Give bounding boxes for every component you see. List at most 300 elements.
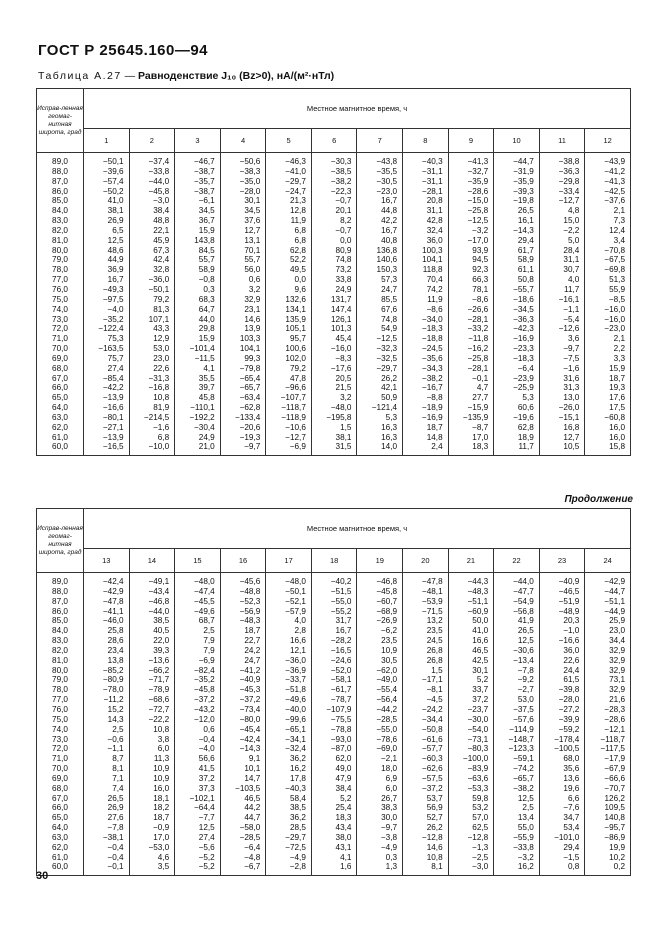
value-cell: 50,0 — [448, 616, 494, 626]
value-cell: −48,3 — [220, 616, 266, 626]
value-cell: −47,8 — [403, 573, 449, 587]
value-cell: −48,9 — [539, 607, 585, 617]
data-table-hours-13-24 — [36, 508, 631, 876]
latitude-cell: 85,0 — [37, 616, 84, 626]
value-cell: −22,3 — [311, 187, 357, 197]
value-cell: −10,6 — [266, 423, 312, 433]
value-cell: −3,8 — [357, 833, 403, 843]
value-cell: 42,4 — [129, 255, 175, 265]
table-row — [37, 813, 631, 823]
table-row — [37, 275, 631, 285]
value-cell: −1,1 — [84, 744, 130, 754]
value-cell: 0,8 — [539, 862, 585, 875]
value-cell: −40,9 — [539, 573, 585, 587]
latitude-cell: 82,0 — [37, 226, 84, 236]
value-cell: 81,3 — [129, 305, 175, 315]
value-cell: 16,0 — [585, 423, 631, 433]
value-cell: −122,4 — [84, 324, 130, 334]
value-cell: 10,9 — [129, 764, 175, 774]
value-cell: 10,8 — [403, 853, 449, 863]
value-cell: 42,1 — [357, 383, 403, 393]
value-cell: −26,0 — [539, 403, 585, 413]
table-row — [37, 393, 631, 403]
value-cell: 36,0 — [403, 236, 449, 246]
value-cell: −14,3 — [494, 226, 540, 236]
value-cell: −46,8 — [357, 573, 403, 587]
value-cell: 7,1 — [84, 774, 130, 784]
value-cell: −51,1 — [585, 597, 631, 607]
value-cell: 49,0 — [311, 764, 357, 774]
value-cell: −46,0 — [84, 616, 130, 626]
value-cell: −29,7 — [266, 833, 312, 843]
value-cell: −12,5 — [357, 334, 403, 344]
value-cell: 47,8 — [266, 374, 312, 384]
latitude-cell: 75,0 — [37, 295, 84, 305]
value-cell: 46,5 — [220, 794, 266, 804]
value-cell: −70,7 — [585, 784, 631, 794]
hour-column-header: 22 — [494, 549, 540, 573]
value-cell: −4,8 — [220, 853, 266, 863]
hour-column-header: 1 — [84, 129, 130, 153]
value-cell: −47,7 — [494, 587, 540, 597]
value-cell: 31,7 — [311, 616, 357, 626]
value-cell: 30,0 — [357, 813, 403, 823]
value-cell: −66,2 — [129, 666, 175, 676]
value-cell: −118,7 — [266, 403, 312, 413]
value-cell: 38,3 — [357, 803, 403, 813]
value-cell: −9,2 — [494, 675, 540, 685]
value-cell: 53,0 — [129, 344, 175, 354]
caption-dash: — — [124, 70, 136, 82]
value-cell: 52,7 — [403, 813, 449, 823]
latitude-cell: 69,0 — [37, 774, 84, 784]
value-cell: 44,8 — [357, 206, 403, 216]
value-cell: −65,7 — [220, 383, 266, 393]
value-cell: 64,7 — [175, 305, 221, 315]
value-cell: 55,0 — [494, 823, 540, 833]
value-cell: −6,2 — [357, 626, 403, 636]
value-cell: −15,9 — [448, 403, 494, 413]
latitude-cell: 79,0 — [37, 675, 84, 685]
value-cell: −192,2 — [175, 413, 221, 423]
value-cell: −74,2 — [494, 764, 540, 774]
value-cell: −23,0 — [585, 324, 631, 334]
value-cell: 32,8 — [129, 265, 175, 275]
value-cell: −13,9 — [84, 433, 130, 443]
value-cell: −67,9 — [585, 764, 631, 774]
value-cell: −100,0 — [448, 754, 494, 764]
value-cell: 31,1 — [539, 255, 585, 265]
value-cell: 23,1 — [220, 305, 266, 315]
value-cell: −53,0 — [129, 843, 175, 853]
latitude-cell: 72,0 — [37, 744, 84, 754]
value-cell: 20,8 — [403, 196, 449, 206]
value-cell: −35,6 — [403, 354, 449, 364]
hour-column-header: 11 — [539, 129, 585, 153]
value-cell: 147,4 — [311, 305, 357, 315]
value-cell: −13,9 — [84, 393, 130, 403]
value-cell: 42,8 — [403, 216, 449, 226]
value-cell: −178,4 — [539, 735, 585, 745]
value-cell: −46,7 — [175, 153, 221, 167]
value-cell: −7,8 — [84, 823, 130, 833]
value-cell: −101,0 — [539, 833, 585, 843]
value-cell: 14,3 — [84, 715, 130, 725]
value-cell: −51,5 — [311, 587, 357, 597]
value-cell: 34,5 — [220, 206, 266, 216]
value-cell: 5,3 — [494, 393, 540, 403]
table-row — [37, 735, 631, 745]
value-cell: −8,8 — [403, 393, 449, 403]
value-cell: 32,9 — [585, 656, 631, 666]
value-cell: 109,5 — [585, 803, 631, 813]
value-cell: 58,9 — [175, 265, 221, 275]
value-cell: −6,1 — [175, 196, 221, 206]
value-cell: −4,0 — [175, 744, 221, 754]
latitude-cell: 80,0 — [37, 666, 84, 676]
value-cell: −59,1 — [494, 754, 540, 764]
value-cell: −57,4 — [84, 177, 130, 187]
value-cell: 31,3 — [539, 383, 585, 393]
value-cell: 27,4 — [84, 364, 130, 374]
value-cell: 41,5 — [175, 764, 221, 774]
hour-column-header: 6 — [311, 129, 357, 153]
value-cell: −33,4 — [539, 187, 585, 197]
value-cell: −14,3 — [220, 744, 266, 754]
table-row — [37, 725, 631, 735]
value-cell: −44,7 — [494, 153, 540, 167]
value-cell: −39,3 — [494, 187, 540, 197]
value-cell: −57,7 — [403, 744, 449, 754]
value-cell: −0,1 — [448, 374, 494, 384]
latitude-column-header: Исправ-ленная геомаг-нитная широта, град — [37, 509, 84, 573]
value-cell: −17,0 — [448, 236, 494, 246]
value-cell: −27,2 — [539, 705, 585, 715]
value-cell: 57,0 — [448, 813, 494, 823]
value-cell: 3,6 — [539, 334, 585, 344]
value-cell: −16,1 — [539, 295, 585, 305]
value-cell: 5,2 — [448, 675, 494, 685]
value-cell: 41,0 — [448, 626, 494, 636]
value-cell: 18,7 — [129, 813, 175, 823]
value-cell: 30,1 — [220, 196, 266, 206]
value-cell: 44,7 — [220, 813, 266, 823]
hour-column-header: 14 — [129, 549, 175, 573]
value-cell: −117,5 — [585, 744, 631, 754]
value-cell: 8,1 — [84, 764, 130, 774]
value-cell: −6,4 — [494, 364, 540, 374]
value-cell: 53,4 — [539, 823, 585, 833]
value-cell: 13,6 — [539, 774, 585, 784]
local-time-header: Местное магнитное время, ч — [84, 89, 631, 129]
value-cell: 34,5 — [175, 206, 221, 216]
table-row — [37, 255, 631, 265]
value-cell: −148,7 — [494, 735, 540, 745]
value-cell: −40,2 — [311, 573, 357, 587]
value-cell: −61,6 — [403, 735, 449, 745]
value-cell: −12,8 — [403, 833, 449, 843]
value-cell: 53,0 — [494, 695, 540, 705]
value-cell: −118,7 — [585, 735, 631, 745]
value-cell: −16,5 — [311, 646, 357, 656]
latitude-cell: 63,0 — [37, 833, 84, 843]
hour-column-header: 23 — [539, 549, 585, 573]
value-cell: −48,0 — [175, 573, 221, 587]
value-cell: −5,2 — [175, 862, 221, 875]
value-cell: 12,7 — [220, 226, 266, 236]
value-cell: −42,5 — [585, 187, 631, 197]
table-row — [37, 656, 631, 666]
value-cell: −63,6 — [448, 774, 494, 784]
value-cell: 23,5 — [403, 626, 449, 636]
value-cell: −59,2 — [539, 725, 585, 735]
value-cell: 37,6 — [220, 216, 266, 226]
value-cell: 17,0 — [448, 433, 494, 443]
value-cell: −49,1 — [129, 573, 175, 587]
value-cell: −25,8 — [448, 206, 494, 216]
value-cell: 12,9 — [129, 334, 175, 344]
value-cell: −44,3 — [448, 573, 494, 587]
table-row — [37, 433, 631, 443]
value-cell: 10,5 — [539, 442, 585, 455]
value-cell: −41,3 — [448, 153, 494, 167]
value-cell: −80,3 — [448, 744, 494, 754]
latitude-cell: 77,0 — [37, 275, 84, 285]
value-cell: 4,0 — [539, 275, 585, 285]
value-cell: −49,0 — [357, 675, 403, 685]
value-cell: 70,1 — [220, 246, 266, 256]
value-cell: 13,9 — [220, 324, 266, 334]
value-cell: −7,7 — [175, 813, 221, 823]
value-cell: 14,0 — [357, 442, 403, 455]
value-cell: −4,0 — [84, 305, 130, 315]
value-cell: 12,5 — [494, 794, 540, 804]
value-cell: 10,1 — [220, 764, 266, 774]
latitude-cell: 69,0 — [37, 354, 84, 364]
value-cell: 4,1 — [175, 364, 221, 374]
value-cell: −17,9 — [585, 754, 631, 764]
value-cell: −45,8 — [175, 685, 221, 695]
value-cell: −12,6 — [539, 324, 585, 334]
table-row — [37, 626, 631, 636]
value-cell: −0,4 — [84, 853, 130, 863]
table-row — [37, 305, 631, 315]
value-cell: −23,7 — [448, 705, 494, 715]
value-cell: 8,1 — [403, 862, 449, 875]
table-row — [37, 413, 631, 423]
value-cell: −72,5 — [266, 843, 312, 853]
value-cell: −38,5 — [311, 167, 357, 177]
value-cell: −36,0 — [129, 275, 175, 285]
value-cell: 24,7 — [357, 285, 403, 295]
value-cell: 43,1 — [311, 843, 357, 853]
value-cell: 29,4 — [539, 843, 585, 853]
value-cell: −16,6 — [539, 636, 585, 646]
value-cell: −1,6 — [129, 423, 175, 433]
value-cell: −5,4 — [539, 315, 585, 325]
latitude-cell: 66,0 — [37, 383, 84, 393]
value-cell: −78,0 — [84, 685, 130, 695]
value-cell: −50,8 — [403, 725, 449, 735]
table-row — [37, 666, 631, 676]
value-cell: −37,2 — [175, 695, 221, 705]
value-cell: −36,3 — [539, 167, 585, 177]
value-cell: −24,6 — [311, 656, 357, 666]
value-cell: −48,0 — [266, 573, 312, 587]
value-cell: −3,0 — [448, 862, 494, 875]
value-cell: 16,0 — [585, 433, 631, 443]
value-cell: −4,9 — [266, 853, 312, 863]
table-row — [37, 216, 631, 226]
value-cell: 6,5 — [84, 226, 130, 236]
value-cell: −39,6 — [84, 167, 130, 177]
value-cell: −26,9 — [357, 616, 403, 626]
value-cell: −35,2 — [84, 315, 130, 325]
value-cell: 32,4 — [403, 226, 449, 236]
latitude-cell: 76,0 — [37, 705, 84, 715]
value-cell: −16,9 — [403, 413, 449, 423]
value-cell: −28,1 — [448, 364, 494, 374]
value-cell: −6,9 — [266, 442, 312, 455]
value-cell: −30,0 — [448, 715, 494, 725]
value-cell: −16,0 — [311, 344, 357, 354]
value-cell: −49,3 — [84, 285, 130, 295]
value-cell: 5,3 — [357, 413, 403, 423]
value-cell: −78,7 — [311, 695, 357, 705]
value-cell: 57,3 — [357, 275, 403, 285]
value-cell: 41,0 — [84, 196, 130, 206]
value-cell: −70,8 — [585, 246, 631, 256]
value-cell: −18,9 — [403, 403, 449, 413]
value-cell: 22,0 — [129, 636, 175, 646]
value-cell: 58,4 — [266, 794, 312, 804]
value-cell: −9,7 — [357, 823, 403, 833]
value-cell: 16,8 — [539, 423, 585, 433]
value-cell: −78,8 — [311, 725, 357, 735]
value-cell: −55,7 — [494, 285, 540, 295]
latitude-cell: 73,0 — [37, 735, 84, 745]
value-cell: −1,1 — [539, 305, 585, 315]
value-cell: 9,1 — [220, 754, 266, 764]
value-cell: −18,8 — [403, 334, 449, 344]
value-cell: 31,6 — [539, 374, 585, 384]
value-cell: −39,8 — [539, 685, 585, 695]
value-cell: −2,2 — [539, 226, 585, 236]
latitude-cell: 84,0 — [37, 626, 84, 636]
value-cell: −11,2 — [84, 695, 130, 705]
value-cell: −55,2 — [311, 607, 357, 617]
value-cell: −107,9 — [311, 705, 357, 715]
value-cell: −57,5 — [403, 774, 449, 784]
value-cell: 36,9 — [84, 265, 130, 275]
value-cell: −34,3 — [403, 364, 449, 374]
value-cell: −42,3 — [494, 324, 540, 334]
value-cell: −40,3 — [403, 153, 449, 167]
value-cell: −31,1 — [403, 177, 449, 187]
hour-column-header: 4 — [220, 129, 266, 153]
latitude-cell: 86,0 — [37, 607, 84, 617]
value-cell: −40,3 — [266, 784, 312, 794]
value-cell: 17,6 — [585, 393, 631, 403]
value-cell: 79,2 — [129, 295, 175, 305]
table-row — [37, 597, 631, 607]
value-cell: −0,4 — [84, 843, 130, 853]
value-cell: −34,5 — [494, 305, 540, 315]
value-cell: −2,7 — [494, 685, 540, 695]
value-cell: −38,7 — [175, 167, 221, 177]
value-cell: 15,9 — [585, 364, 631, 374]
value-cell: 31,5 — [311, 442, 357, 455]
value-cell: −35,9 — [494, 177, 540, 187]
latitude-cell: 60,0 — [37, 862, 84, 875]
value-cell: 37,3 — [175, 784, 221, 794]
value-cell: −9,7 — [220, 442, 266, 455]
value-cell: −24,7 — [266, 187, 312, 197]
table-row — [37, 187, 631, 197]
value-cell: −45,4 — [220, 725, 266, 735]
value-cell: −42,2 — [84, 383, 130, 393]
value-cell: 118,8 — [403, 265, 449, 275]
value-cell: −135,9 — [448, 413, 494, 423]
value-cell: 81,9 — [129, 403, 175, 413]
value-cell: −18,3 — [494, 354, 540, 364]
value-cell: 18,3 — [311, 813, 357, 823]
value-cell: 48,8 — [129, 216, 175, 226]
value-cell: −60,7 — [357, 597, 403, 607]
value-cell: 14,6 — [403, 843, 449, 853]
table-row — [37, 403, 631, 413]
value-cell: 61,1 — [494, 265, 540, 275]
value-cell: −0,4 — [175, 735, 221, 745]
continuation-label: Продолжение — [564, 494, 633, 505]
value-cell: −29,7 — [357, 364, 403, 374]
value-cell: −34,0 — [403, 315, 449, 325]
table-row — [37, 823, 631, 833]
value-cell: −25,8 — [448, 354, 494, 364]
value-cell: 50,8 — [494, 275, 540, 285]
value-cell: −18,6 — [494, 295, 540, 305]
value-cell: −56,4 — [357, 695, 403, 705]
value-cell: 2,4 — [403, 442, 449, 455]
value-cell: −52,3 — [220, 597, 266, 607]
value-cell: −133,4 — [220, 413, 266, 423]
value-cell: −51,1 — [448, 597, 494, 607]
value-cell: 45,4 — [311, 334, 357, 344]
value-cell: 36,2 — [266, 754, 312, 764]
value-cell: 32,9 — [220, 295, 266, 305]
value-cell: −62,6 — [403, 764, 449, 774]
value-cell: 107,1 — [129, 315, 175, 325]
value-cell: −50,6 — [220, 153, 266, 167]
table-row — [37, 833, 631, 843]
value-cell: −29,7 — [266, 177, 312, 187]
value-cell: 6,0 — [129, 744, 175, 754]
value-cell: 16,3 — [357, 423, 403, 433]
hour-column-header: 2 — [129, 129, 175, 153]
value-cell: 53,2 — [448, 803, 494, 813]
value-cell: −32,4 — [266, 744, 312, 754]
table-row — [37, 784, 631, 794]
hour-column-header: 13 — [84, 549, 130, 573]
value-cell: −87,0 — [311, 744, 357, 754]
value-cell: −19,3 — [220, 433, 266, 443]
value-cell: 6,8 — [129, 433, 175, 443]
table-row — [37, 607, 631, 617]
value-cell: −50,2 — [84, 187, 130, 197]
value-cell: 16,7 — [357, 196, 403, 206]
value-cell: −33,8 — [129, 167, 175, 177]
table-row — [37, 236, 631, 246]
